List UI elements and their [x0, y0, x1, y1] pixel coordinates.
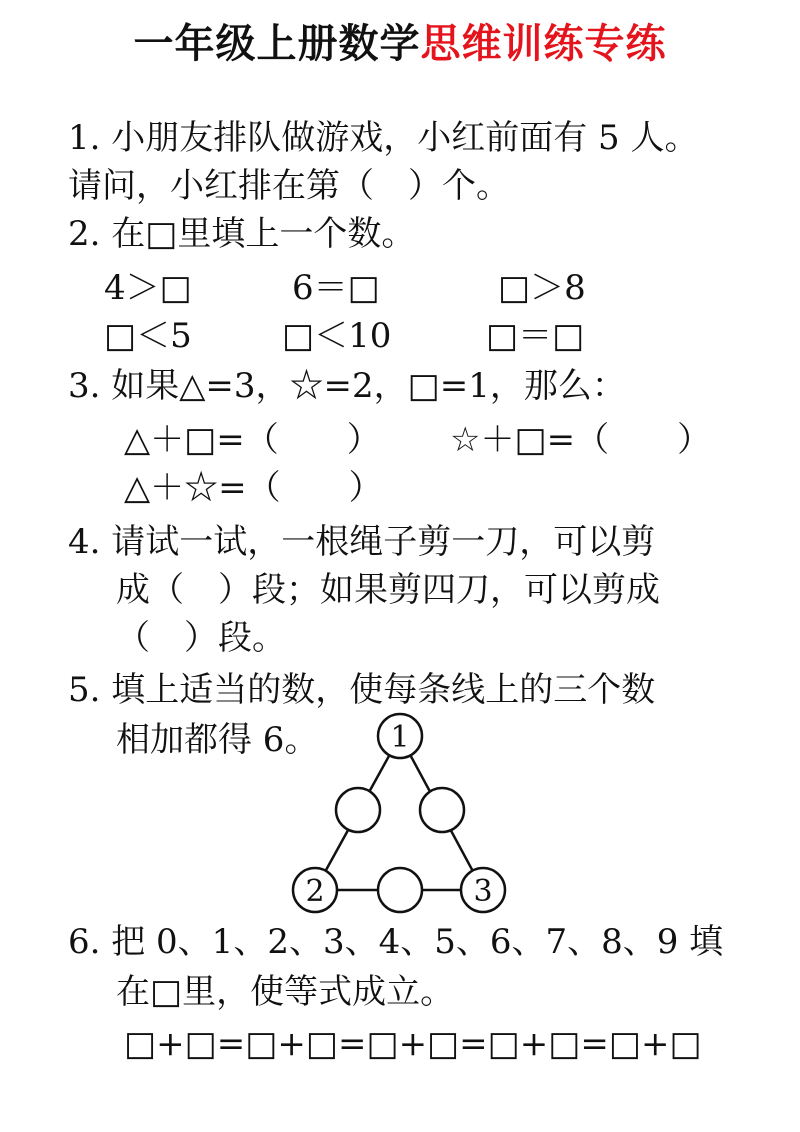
circle-right-middle[interactable]	[420, 788, 464, 832]
q1-line-1: 1. 小朋友排队做游戏，小红前面有 5 人。	[68, 118, 699, 158]
q4-line-1: 4. 请试一试，一根绳子剪一刀，可以剪	[68, 522, 656, 562]
q4-line-3: （ ）段。	[116, 618, 286, 658]
circle-left-middle[interactable]	[336, 788, 380, 832]
q6-line-1: 6. 把 0、1、2、3、4、5、6、7、8、9 填	[68, 922, 724, 962]
q2-item-1: 4＞□	[104, 268, 192, 308]
circle-bottom-left-number: 2	[305, 874, 325, 909]
q4-line-2: 成（ ）段；如果剪四刀，可以剪成	[116, 570, 660, 610]
page-title	[0, 16, 800, 72]
q3-item-1: △＋□=（ ）	[124, 420, 381, 460]
circle-top-number: 1	[390, 720, 410, 755]
q5-line-2: 相加都得 6。	[116, 720, 319, 760]
circle-bottom-middle[interactable]	[378, 868, 422, 912]
q3-item-2: ☆＋□=（ ）	[450, 420, 712, 460]
triangle-diagram	[288, 712, 528, 920]
q1-line-2: 请问，小红排在第（ ）个。	[68, 166, 510, 206]
q3-item-3: △＋☆=（ ）	[124, 468, 383, 508]
q2-item-5: □＜10	[282, 316, 392, 356]
q6-line-2: 在□里，使等式成立。	[116, 972, 455, 1012]
q2-stem: 2. 在□里填上一个数。	[68, 214, 416, 254]
q3-stem: 3. 如果△=3，☆=2，□=1，那么：	[68, 366, 626, 406]
q2-item-4: □＜5	[104, 316, 192, 356]
title-red: 思维训练专练	[420, 21, 667, 67]
q6-equation: □+□=□+□=□+□=□+□=□+□	[124, 1024, 702, 1064]
q2-item-3: □＞8	[498, 268, 586, 308]
q2-item-6: □＝□	[486, 316, 585, 356]
q2-item-2: 6＝□	[292, 268, 380, 308]
circle-bottom-right-number: 3	[473, 874, 493, 909]
q5-line-1: 5. 填上适当的数，使每条线上的三个数	[68, 670, 656, 710]
title-black: 一年级上册数学	[133, 21, 421, 67]
